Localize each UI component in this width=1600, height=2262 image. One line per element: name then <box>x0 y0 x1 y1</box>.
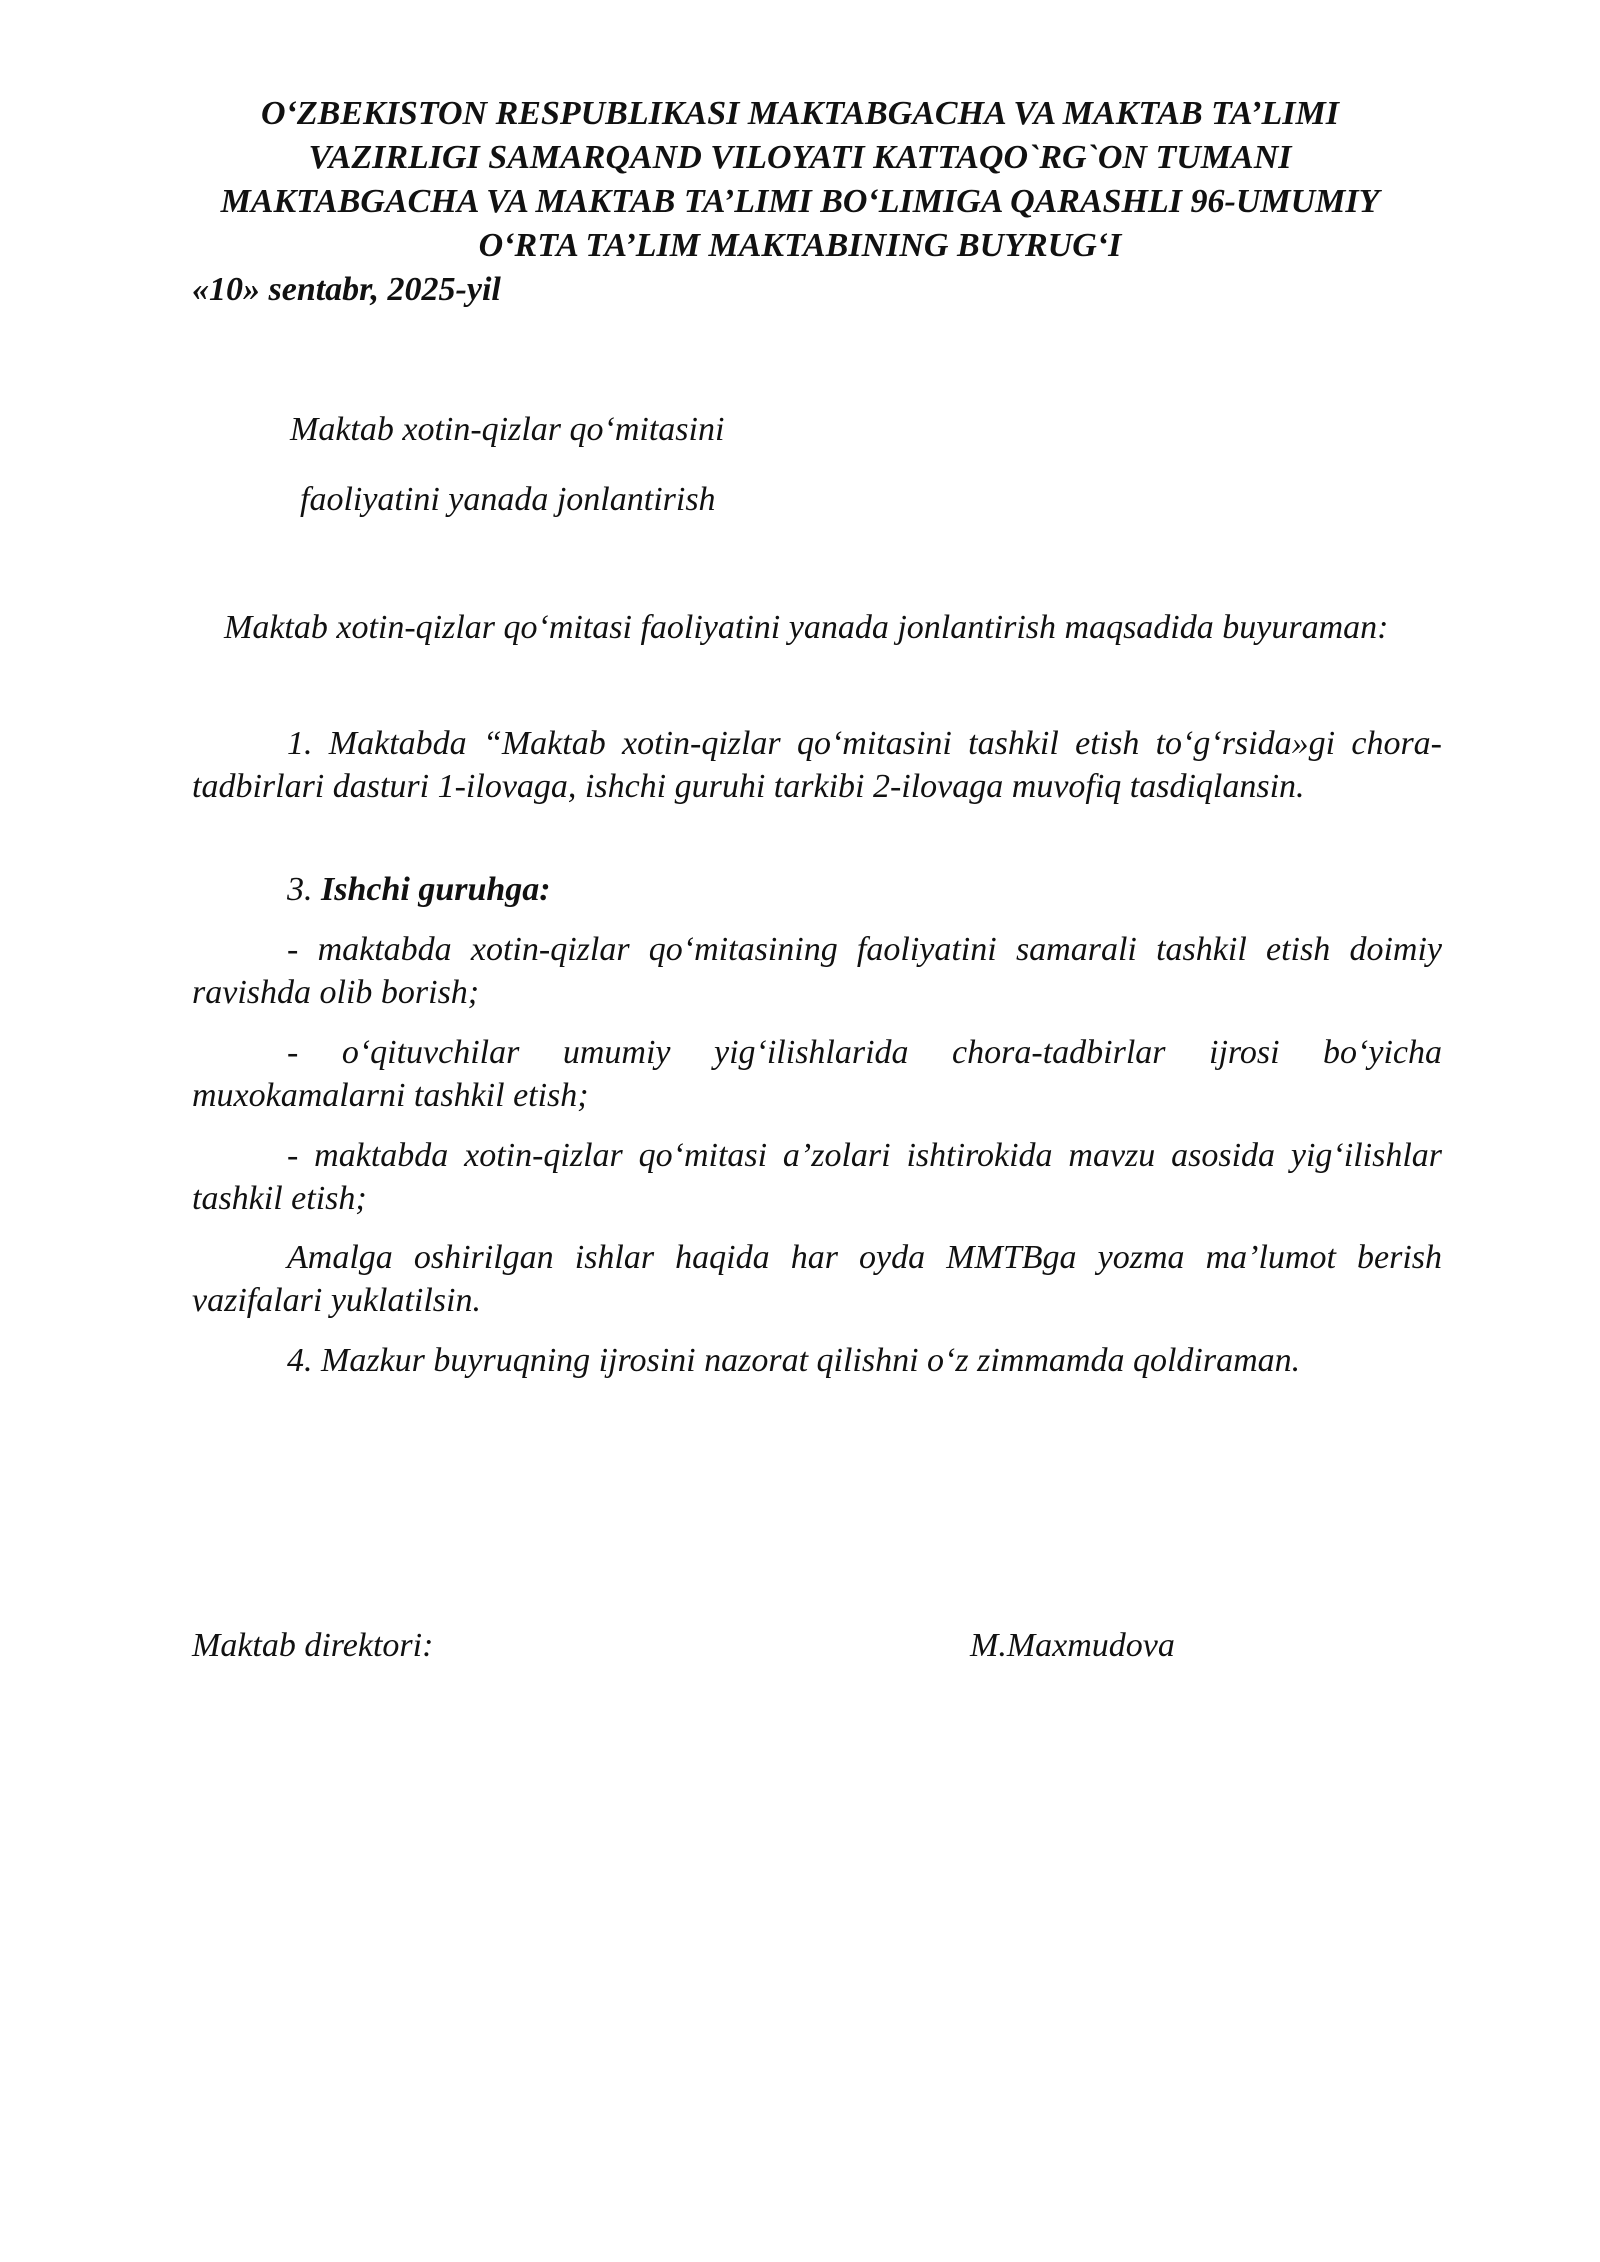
intro-paragraph <box>192 606 1454 649</box>
dash-item-2-text: - o‘qituvchilar umumiy yig‘ilishlarida chora-tadbirlar ijrosi bo‘yicha muxokamalarni tashkil etish; <box>192 1034 1442 1114</box>
item-3-heading <box>192 868 1442 911</box>
dash-item-1 <box>192 928 1442 1014</box>
header-line-2: VAZIRLIGI SAMARQAND VILOYATI KATTAQO`RG`ON TUMANI <box>308 139 1292 176</box>
item-1-text: 1. Maktabda “Maktab xotin-qizlar qo‘mitasini tashkil etish to‘g‘rsida»gi chora-tadbirlari dasturi 1-ilovaga, ishchi guruhi tarkibi 2-ilovaga muvofiq tasdiqlansin. <box>192 725 1442 805</box>
dash-item-3-text: - maktabda xotin-qizlar qo‘mitasi a’zolari ishtirokida mavzu asosida yig‘ilishlar tashkil etish; <box>192 1137 1442 1217</box>
dash-item-3 <box>192 1134 1442 1220</box>
item-1-paragraph <box>192 722 1442 808</box>
reporting-paragraph <box>192 1236 1442 1322</box>
order-date: «10» sentabr, 2025-yil <box>192 271 501 308</box>
subject-line-2: faoliyatini yanada jonlantirish <box>300 481 716 518</box>
dash-item-2 <box>192 1031 1442 1117</box>
dash-item-1-text: - maktabda xotin-qizlar qo‘mitasining faoliyatini samarali tashkil etish doimiy ravishda olib borish; <box>192 931 1442 1011</box>
header-line-3: MAKTABGACHA VA MAKTAB TA’LIMI BO‘LIMIGA QARASHLI 96-UMUMIY <box>220 183 1380 220</box>
signature-label: Maktab direktori: <box>192 1627 434 1664</box>
header-line-1: O‘ZBEKISTON RESPUBLIKASI MAKTABGACHA VA MAKTAB TA’LIMI <box>261 95 1339 132</box>
header-line-4: O‘RTA TA’LIM MAKTABINING BUYRUG‘I <box>478 227 1122 264</box>
item-4-paragraph <box>192 1339 1442 1382</box>
subject-line-1: Maktab xotin-qizlar qo‘mitasini <box>290 411 725 448</box>
document-header <box>120 92 1480 268</box>
signature-name: M.Maxmudova <box>970 1627 1175 1664</box>
item-4-text: 4. Mazkur buyruqning ijrosini nazorat qilishni o‘z zimmamda qoldiraman. <box>287 1342 1301 1379</box>
reporting-text: Amalga oshirilgan ishlar haqida har oyda MMTBga yozma ma’lumot berish vazifalari yuklatilsin. <box>192 1239 1442 1319</box>
intro-text: Maktab xotin-qizlar qo‘mitasi faoliyatini yanada jonlantirish maqsadida buyuraman: <box>224 609 1389 646</box>
item-3-heading-text: Ishchi guruhga: <box>321 871 551 908</box>
item-3-number: 3. <box>287 871 313 908</box>
